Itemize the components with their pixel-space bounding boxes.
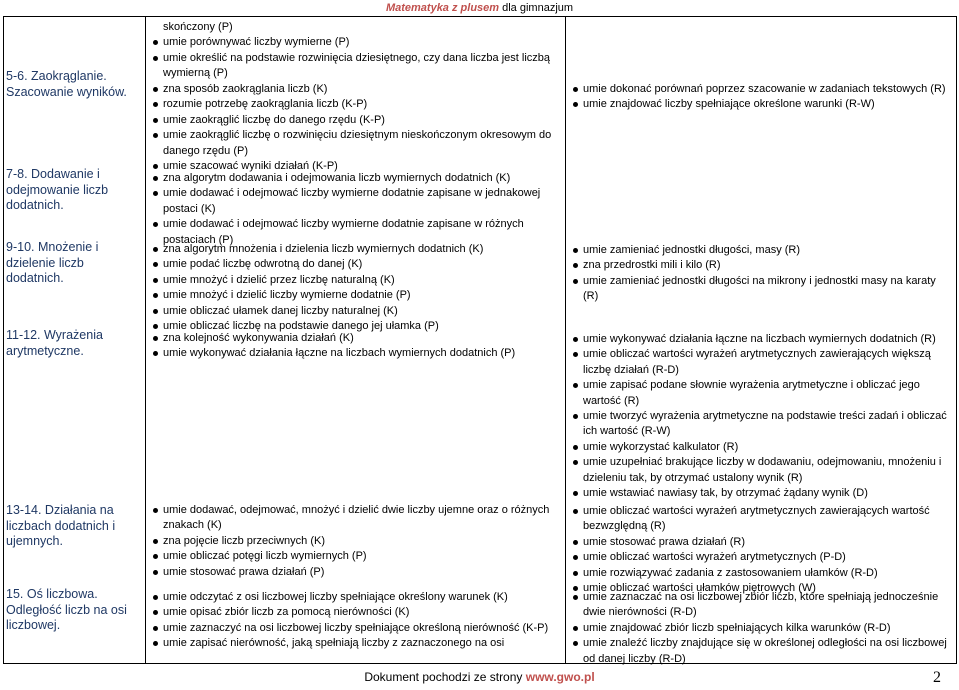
list-item: umie stosować prawa działań (R) (572, 535, 954, 550)
list-item: umie dodawać i odejmować liczby wymierne dodatnie zapisane w różnych postaciach (P) (152, 217, 563, 248)
list-item: zna kolejność wykonywania działań (K) (152, 331, 563, 346)
list-item: umie tworzyć wyrażenia arytmetyczne na podstawie treści zadań i obliczać ich wartość (R-W) (572, 409, 954, 440)
footer-link[interactable]: www.gwo.pl (525, 670, 595, 684)
list-item: umie zapisać podane słownie wyrażenia arytmetyczne i obliczać jego wartość (R) (572, 378, 954, 409)
list-item: umie wstawiać nawiasy tak, by otrzymać żądany wynik (D) (572, 486, 954, 501)
list-item: umie zapisać nierówność, jaką spełniają liczby z zaznaczonego na osi (152, 636, 563, 651)
basic-block-multiplication (152, 242, 563, 334)
advanced-block-rounding (572, 82, 954, 113)
advanced-block-expressions (572, 332, 954, 501)
list-item: umie zaokrąglić liczbę do danego rzędu (K-P) (152, 113, 563, 128)
advanced-block-signed (572, 504, 954, 596)
page-header (0, 2, 959, 15)
list-item: umie obliczać wartości wyrażeń arytmetycznych (P-D) (572, 550, 954, 565)
list-item: umie porównywać liczby wymierne (P) (152, 35, 563, 50)
list-item: umie dodawać, odejmować, mnożyć i dzielić dwie liczby ujemne oraz o różnych znakach (K) (152, 503, 563, 534)
topic-rounding: 5-6. Zaokrąglanie. Szacowanie wyników. (6, 69, 127, 99)
list-item: umie zaznaczać na osi liczbowej zbiór liczb, które spełniają jednocześnie dwie nierówności (R-D) (572, 590, 954, 621)
topic-number-line: 15. Oś liczbowa. Odległość liczb na osi liczbowej. (6, 587, 127, 632)
list-item: umie zaokrąglić liczbę o rozwinięciu dziesiętnym nieskończonym okresowym do danego rzędu (P) (152, 128, 563, 159)
list-item: zna algorytm mnożenia i dzielenia liczb wymiernych dodatnich (K) (152, 242, 563, 257)
advanced-block-number-line (572, 590, 954, 667)
header-subtitle: dla gimnazjum (502, 2, 574, 14)
list-item: umie obliczać potęgi liczb wymiernych (P) (152, 549, 563, 564)
list-item: umie uzupełniać brakujące liczby w dodawaniu, odejmowaniu, mnożeniu i dzieleniu tak, by otrzymać ustalony wynik (R) (572, 455, 954, 486)
advanced-requirements-column (566, 17, 957, 664)
list-item: umie podać liczbę odwrotną do danej (K) (152, 257, 563, 272)
basic-block-number-line (152, 590, 563, 652)
basic-block-addition (152, 171, 563, 248)
list-item: umie dokonać porównań poprzez szacowanie w zadaniach tekstowych (R) (572, 82, 954, 97)
list-item: umie znajdować liczby spełniające określone warunki (R-W) (572, 97, 954, 112)
list-item-lead: skończony (P) (163, 21, 233, 33)
list-item: umie szacować wyniki działań (K-P) (152, 159, 563, 174)
list-item: zna przedrostki mili i kilo (R) (572, 258, 954, 273)
list-item: umie wykorzystać kalkulator (R) (572, 440, 954, 455)
list-item: umie obliczać wartości ułamków piętrowych (W) (572, 581, 954, 596)
list-item: umie obliczać liczbę na podstawie danego jej ułamka (P) (152, 319, 563, 334)
list-item: umie mnożyć i dzielić przez liczbę naturalną (K) (152, 273, 563, 288)
page-footer (0, 670, 959, 685)
list-item: umie stosować prawa działań (P) (152, 565, 563, 580)
list-item: zna pojęcie liczb przeciwnych (K) (152, 534, 563, 549)
list-item: umie obliczać ułamek danej liczby naturalnej (K) (152, 304, 563, 319)
list-item: umie obliczać wartości wyrażeń arytmetycznych zawierających większą liczbę działań (R-D) (572, 347, 954, 378)
list-item: umie zaznaczyć na osi liczbowej liczby spełniające określoną nierówność (K-P) (152, 621, 563, 636)
topic-multiplication: 9-10. Mnożenie i dzielenie liczb dodatnich. (6, 240, 99, 285)
basic-block-expressions (152, 331, 563, 362)
list-item: umie znaleźć liczby znajdujące się w określonej odległości na osi liczbowej od danej liczby (R-D) (572, 636, 954, 667)
list-item: umie wykonywać działania łączne na liczbach wymiernych dodatnich (P) (152, 346, 563, 361)
list-item: umie znajdować zbiór liczb spełniających kilka warunków (R-D) (572, 621, 954, 636)
page-number: 2 (933, 669, 941, 686)
footer-text: Dokument pochodzi ze strony (364, 670, 523, 684)
list-item: umie zamieniać jednostki długości na mikrony i jednostki masy na karaty (R) (572, 274, 954, 305)
list-item: umie wykonywać działania łączne na liczbach wymiernych dodatnich (R) (572, 332, 954, 347)
list-item: umie określić na podstawie rozwinięcia dziesiętnego, czy dana liczba jest liczbą wymierną (P) (152, 51, 563, 82)
topic-signed-operations: 13-14. Działania na liczbach dodatnich i ujemnych. (6, 503, 116, 548)
list-item: umie mnożyć i dzielić liczby wymierne dodatnie (P) (152, 288, 563, 303)
topics-column (4, 17, 146, 664)
basic-block-signed (152, 503, 563, 580)
basic-requirements-column (146, 17, 566, 664)
list-item: rozumie potrzebę zaokrąglania liczb (K-P) (152, 97, 563, 112)
list-item: umie rozwiązywać zadania z zastosowaniem ułamków (R-D) (572, 566, 954, 581)
list-item: umie opisać zbiór liczb za pomocą nierówności (K) (152, 605, 563, 620)
header-brand: Matematyka z plusem (385, 2, 500, 14)
list-item: umie odczytać z osi liczbowej liczby spełniające określony warunek (K) (152, 590, 563, 605)
list-item: zna algorytm dodawania i odejmowania liczb wymiernych dodatnich (K) (152, 171, 563, 186)
list-item: zna sposób zaokrąglania liczb (K) (152, 82, 563, 97)
topic-addition: 7-8. Dodawanie i odejmowanie liczb dodatnich. (6, 167, 109, 212)
topic-expressions: 11-12. Wyrażenia arytmetyczne. (6, 328, 103, 358)
basic-block-1 (152, 20, 563, 82)
list-item: umie obliczać wartości wyrażeń arytmetycznych zawierających wartość bezwzględną (R) (572, 504, 954, 535)
requirements-table (3, 16, 957, 664)
list-item: umie zamieniać jednostki długości, masy (R) (572, 243, 954, 258)
basic-block-rounding (152, 82, 563, 174)
advanced-block-multiplication (572, 243, 954, 305)
list-item: umie dodawać i odejmować liczby wymierne dodatnie zapisane w jednakowej postaci (K) (152, 186, 563, 217)
